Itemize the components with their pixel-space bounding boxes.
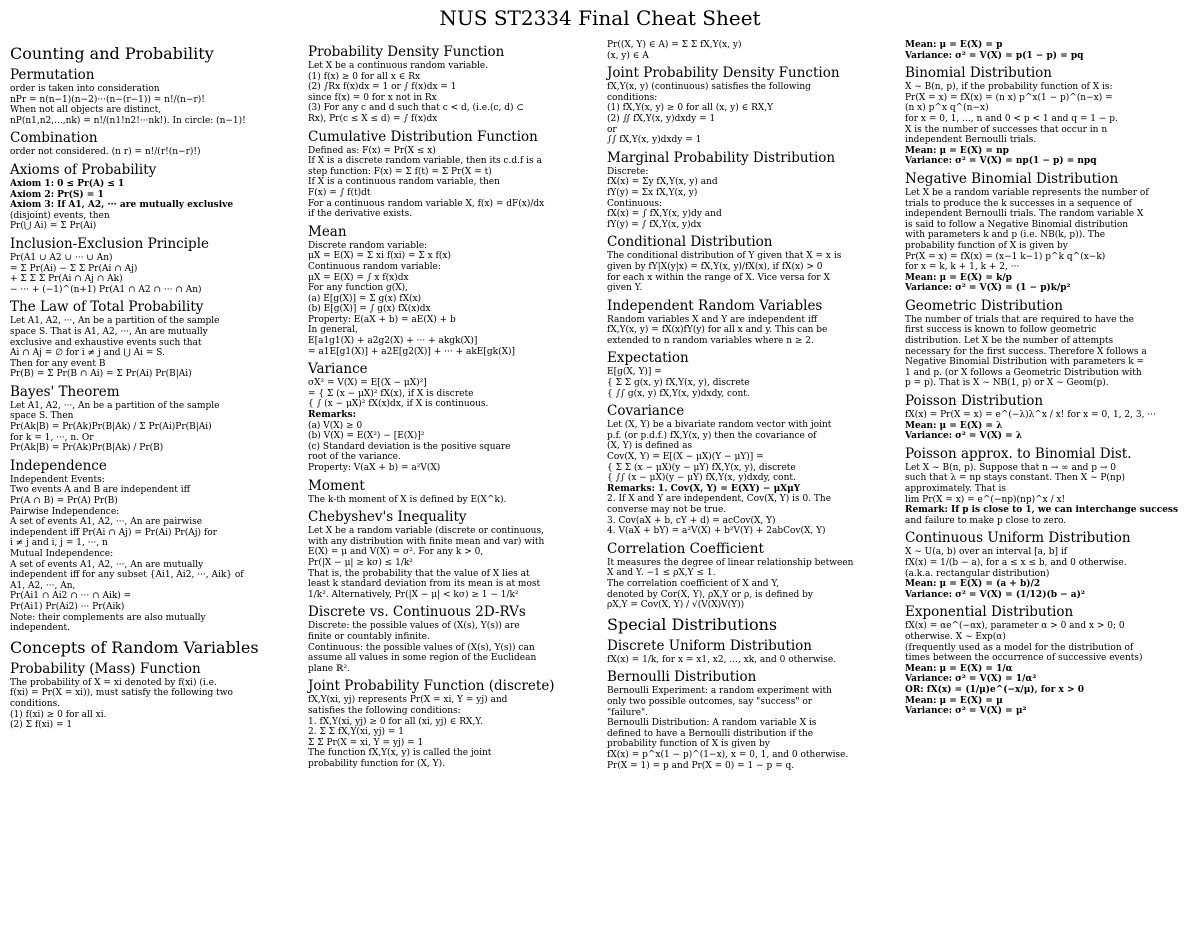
section-conditional-distribution (607, 234, 897, 293)
formula-line: ρX,Y = Cov(X, Y) / √(V(X)V(Y)) (607, 600, 745, 611)
formula-line: (3) For any c and d such that c < d, (i.e.(c, d) ⊂ (308, 103, 524, 114)
formula-line: = Σ Pr(Ai) − Σ Σ Pr(Ai ∩ Aj) (10, 263, 138, 274)
formula-line: trials to produce the k successes in a sequence of (905, 198, 1132, 209)
section-concepts-of-random-variables (10, 638, 300, 657)
section-heading: Probability (Mass) Function (10, 660, 201, 677)
formula-line: Mean: μ = E(X) = (a + b)/2 (905, 579, 1041, 590)
formula-line: Pr(Ai1 ∩ Ai2 ∩ ··· ∩ Aik) = (10, 591, 132, 602)
formula-line: (a) E[g(X)] = Σ g(x) fX(x) (308, 293, 422, 304)
formula-line: { ∫∫ g(x, y) fX,Y(x, y)dxdy, cont. (607, 388, 750, 399)
section-joint-probability-density-function (607, 65, 897, 146)
formula-line: It measures the degree of linear relationship between (607, 557, 854, 568)
formula-line: for x = 0, 1, ..., n and 0 < p < 1 and q = 1 − p. (905, 113, 1118, 124)
section-bernoulli-distribution (607, 669, 897, 771)
formula-line: E(X) = μ and V(X) = σ². For any k > 0, (308, 547, 484, 558)
section-permutation (10, 67, 300, 126)
formula-line: defined to have a Bernoulli distribution if the (607, 728, 814, 739)
formula-line: σX² = V(X) = E[(X − μX)²] (308, 378, 427, 389)
section-heading: Mean (308, 223, 347, 240)
formula-line: F(x) = ∫ f(t)dt (308, 187, 371, 198)
formula-line: Pr(X = x) = fX(x) = (n x) p^x(1 − p)^(n−x) = (905, 92, 1113, 103)
formula-line: given by fY|X(y|x) = fX,Y(x, y)/fX(x), if fX(x) > 0 (607, 261, 823, 272)
formula-line: Variance: σ² = V(X) = (1/12)(b − a)² (905, 589, 1085, 600)
formula-line: If X is a continuous random variable, then (308, 177, 500, 188)
formula-line: Pr(⋃ Ai) = Σ Pr(Ai) (10, 221, 97, 232)
section-heading: Covariance (607, 403, 685, 420)
formula-line: Bernoulli Experiment: a random experiment with (607, 686, 832, 697)
formula-line: Mean: μ = E(X) = λ (905, 420, 1003, 431)
section-covariance (607, 403, 897, 537)
section-heading: Inclusion-Exclusion Principle (10, 235, 210, 252)
formula-line: Discrete: the possible values of (X(s), Y(s)) are (308, 621, 520, 632)
formula-line: X is the number of successes that occur in n (905, 124, 1108, 135)
formula-line: least k standard deviation from its mean is at most (308, 579, 541, 590)
formula-line: Pr(A1 ∪ A2 ∪ ··· ∪ An) (10, 252, 113, 263)
section-heading: Marginal Probability Distribution (607, 149, 836, 166)
formula-line: (x, y) ∈ A (607, 50, 649, 61)
section-heading: Chebyshev's Inequality (308, 509, 467, 526)
formula-line: finite or countably infinite. (308, 631, 430, 642)
formula-line: f(xi) = Pr(X = xi)), must satisfy the following two (10, 688, 233, 699)
section-variance (308, 361, 598, 473)
formula-line: Two events A and B are independent iff (10, 485, 191, 496)
formula-line: (1) f(x) ≥ 0 for all x ∈ Rx (308, 71, 421, 82)
section-exponential-distribution (905, 604, 1195, 716)
formula-line: For a continuous random variable X, f(x) = dF(x)/dx (308, 198, 545, 209)
formula-line: Variance: σ² = V(X) = np(1 − p) = npq (905, 156, 1097, 167)
section-poisson-distribution (905, 393, 1195, 442)
formula-line: Property: E(aX + b) = aE(X) + b (308, 314, 456, 325)
section-heading: Cumulative Distribution Function (308, 128, 538, 145)
formula-line: Mean: μ = E(X) = 1/α (905, 663, 1013, 674)
formula-line: i ≠ j and i, j = 1, ···, n (10, 538, 108, 549)
formula-line: 2. If X and Y are independent, Cov(X, Y) is 0. The (607, 494, 832, 505)
formula-line: 1. fX,Y(xi, yj) ≥ 0 for all (xi, yj) ∈ RX,Y. (308, 716, 483, 727)
section-poisson-approx-to-binomial-dist (905, 446, 1195, 527)
formula-line: Let A1, A2, ···, An be a partition of the sample (10, 316, 220, 327)
formula-line: (X, Y) is defined as (607, 441, 693, 452)
formula-line: Mean: μ = E(X) = p (905, 40, 1003, 50)
formula-line: only two possible outcomes, say "success" or (607, 696, 813, 707)
formula-line: = a1E[g1(X)] + a2E[g2(X)] + ··· + akE[gk(X)] (308, 346, 516, 357)
formula-line: (disjoint) events, then (10, 210, 110, 221)
formula-line: Pr(B) = Σ Pr(B ∩ Ai) = Σ Pr(Ai) Pr(B|Ai) (10, 369, 192, 380)
formula-line: with parameters k and p (i.e. NB(k, p)). The (905, 230, 1106, 241)
formula-line: Pr(Ak|B) = Pr(Ak)Pr(B|Ak) / Pr(B) (10, 443, 164, 454)
formula-line: The probability of X = xi denoted by f(xi) (i.e. (10, 677, 217, 688)
section-heading: Special Distributions (607, 614, 778, 634)
formula-line: Pr(Ak|B) = Pr(Ak)Pr(B|Ak) / Σ Pr(Ai)Pr(B|Ai) (10, 422, 212, 433)
formula-line: + Σ Σ Σ Pr(Ai ∩ Aj ∩ Ak) (10, 274, 123, 285)
formula-line: Let X ∼ B(n, p). Suppose that n → ∞ and p → 0 (905, 462, 1117, 473)
formula-line: Discrete random variable: (308, 240, 428, 251)
section-the-law-of-total-probability (10, 299, 300, 380)
section-heading: Bayes' Theorem (10, 383, 120, 400)
formula-line: Remark: If p is close to 1, we can interchange success (905, 505, 1179, 516)
formula-line: μX = E(X) = ∫ x f(x)dx (308, 272, 409, 283)
formula-line: Mean: μ = E(X) = np (905, 145, 1009, 156)
formula-line: Pr(|X − μ| ≥ kσ) ≤ 1/k² (308, 557, 413, 568)
section-geometric-distribution (905, 298, 1195, 389)
formula-line: Let A1, A2, ···, An be a partition of the sample (10, 400, 220, 411)
formula-line: lim Pr(X = x) = e^(−np)(np)^x / x! (905, 494, 1066, 505)
section-inclusion-exclusion-principle (10, 236, 300, 295)
formula-line: Ai ∩ Aj = ∅ for i ≠ j and ⋃ Ai = S. (10, 348, 165, 359)
formula-line: Variance: σ² = V(X) = (1 − p)k/p² (905, 283, 1071, 294)
formula-line: Remarks: 1. Cov(X, Y) = E(XY) − μXμY (607, 483, 801, 494)
formula-line: X ∼ B(n, p), if the probability function of X is: (905, 82, 1113, 93)
section-heading: Axioms of Probability (10, 161, 157, 178)
formula-line: p.f. (or p.d.f.) fX,Y(x, y) then the covariance of (607, 430, 817, 441)
section-heading: Continuous Uniform Distribution (905, 530, 1131, 547)
section-binomial-distribution (905, 65, 1195, 167)
formula-line: If X is a discrete random variable, then its c.d.f is a (308, 156, 542, 167)
formula-line: 1/k². Alternatively, Pr(|X − μ| < kσ) ≥ 1 − 1/k² (308, 589, 519, 600)
section-heading: Combination (10, 130, 98, 147)
column-3 (607, 40, 897, 771)
formula-line: (a.k.a. rectangular distribution) (905, 568, 1050, 579)
formula-line: Pr(X = 1) = p and Pr(X = 0) = 1 − p = q. (607, 760, 795, 771)
formula-line: Defined as: F(x) = Pr(X ≤ x) (308, 145, 436, 156)
formula-line: fX(x) = 1/(b − a), for a ≤ x ≤ b, and 0 otherwise. (905, 557, 1127, 568)
formula-line: with any distribution with finite mean and var) with (308, 536, 545, 547)
formula-line: Continuous: the possible values of (X(s), Y(s)) can (308, 642, 535, 653)
section-heading: Poisson approx. to Binomial Dist. (905, 445, 1132, 462)
formula-line: extended to n random variables where n ≥ 2. (607, 335, 814, 346)
formula-line: (b) V(X) = E(X²) − [E(X)]² (308, 431, 425, 442)
formula-line: (1) f(xi) ≥ 0 for all xi. (10, 709, 107, 720)
formula-line: Discrete: (607, 166, 649, 177)
formula-line: step function: F(x) = Σ f(t) = Σ Pr(X = t) (308, 166, 492, 177)
formula-line: OR: fX(x) = (1/μ)e^(−x/μ), for x > 0 (905, 684, 1084, 695)
formula-line: The k-th moment of X is defined by E(X^k). (308, 494, 507, 505)
formula-line: converse may not be true. (607, 505, 727, 515)
column-1 (10, 40, 300, 731)
section-probability-density-function (308, 44, 598, 125)
formula-line: space S. That is A1, A2, ···, An are mutually (10, 326, 208, 337)
column-4 (905, 40, 1195, 717)
formula-line: 1 and p. (or X follows a Geometric Distribution with (905, 367, 1142, 378)
formula-line: Let (X, Y) be a bivariate random vector with joint (607, 420, 832, 431)
formula-line: The function fX,Y(x, y) is called the joint (308, 748, 492, 759)
section-correlation-coefficient (607, 541, 897, 611)
formula-line: fX,Y(x, y) = fX(x)fY(y) for all x and y. This can be (607, 325, 828, 336)
formula-line: independent. (10, 623, 71, 634)
formula-line: and failure to make p close to zero. (905, 515, 1067, 526)
formula-line: Let X be a random variable represents the number of (905, 187, 1149, 198)
section-marginal-probability-distribution (607, 150, 897, 231)
formula-line: For any function g(X), (308, 283, 409, 294)
section-heading: Poisson Distribution (905, 393, 1044, 410)
formula-line: Note: their complements are also mutually (10, 612, 206, 623)
formula-line: fX,Y(x, y) (continuous) satisfies the following (607, 82, 811, 93)
section-heading: Geometric Distribution (905, 297, 1063, 314)
section-heading: Joint Probability Density Function (607, 65, 840, 82)
section-independence (10, 458, 300, 634)
column-2 (308, 40, 598, 769)
formula-line: Σ Σ Pr(X = xi, Y = yj) = 1 (308, 737, 424, 748)
section-heading: Negative Binomial Distribution (905, 170, 1119, 187)
formula-line: { ∫∫ (x − μX)(y − μY) fX,Y(x, y)dxdy, cont. (607, 473, 796, 484)
formula-line: fX(x) = 1/k, for x = x1, x2, ..., xk, and 0 otherwise. (607, 654, 837, 665)
page-title: NUS ST2334 Final Cheat Sheet (439, 6, 761, 30)
formula-line: (2) ∬ fX,Y(x, y)dxdy = 1 (607, 113, 716, 124)
section-expectation (607, 350, 897, 399)
formula-line: 2. Σ Σ fX,Y(xi, yj) = 1 (308, 727, 404, 738)
formula-line: conditions: (607, 92, 658, 103)
formula-line: Let X be a continuous random variable. (308, 61, 489, 71)
formula-line: X ∼ U(a, b) over an interval [a, b] if (905, 547, 1068, 558)
section-heading: Discrete vs. Continuous 2D-RVs (308, 604, 526, 621)
section-heading: Joint Probability Function (discrete) (308, 678, 555, 695)
section-heading: Discrete Uniform Distribution (607, 637, 813, 654)
formula-line: Bernoulli Distribution: A random variable X is (607, 718, 817, 729)
formula-line: Continuous: (607, 198, 663, 209)
formula-line: independent iff Pr(Ai ∩ Aj) = Pr(Ai) Pr(Aj) for (10, 527, 217, 538)
formula-line: E[a1g1(X) + a2g2(X) + ··· + akgk(X)] (308, 336, 478, 347)
section-continuous-uniform-distribution (905, 530, 1195, 600)
section-axioms-of-probability (10, 162, 300, 232)
formula-line: fX(x) = Pr(X = x) = e^(−λ)λ^x / x! for x = 0, 1, 2, 3, ··· (905, 410, 1156, 421)
formula-line: independent Bernoulli trials. (905, 135, 1037, 146)
formula-line: (c) Standard deviation is the positive square (308, 441, 511, 452)
section-combination (10, 130, 300, 158)
formula-line: Then for any event B (10, 358, 106, 369)
section-discrete-uniform-distribution (607, 638, 897, 666)
section-heading: The Law of Total Probability (10, 299, 204, 316)
section-continued-3 (607, 40, 897, 61)
formula-line: When not all objects are distinct, (10, 105, 162, 116)
section-probability-mass-function (10, 661, 300, 731)
formula-line: ∫∫ fX,Y(x, y)dxdy = 1 (607, 135, 702, 146)
formula-line: denoted by Cor(X, Y), ρX,Y or ρ, is defined by (607, 589, 813, 600)
formula-line: A set of events A1, A2, ···, An are mutually (10, 559, 204, 570)
formula-line: approximately. That is (905, 484, 1007, 494)
formula-line: since f(x) = 0 for x not in Rx (308, 92, 437, 103)
formula-line: independent iff for any subset {Ai1, Ai2, ···, Aik} of (10, 570, 244, 581)
formula-line: "failure". (607, 707, 649, 718)
formula-line: = { Σ (x − μX)² fX(x), if X is discrete (308, 388, 474, 399)
section-mean (308, 224, 598, 358)
section-bayes-theorem (10, 384, 300, 454)
section-heading: Correlation Coefficient (607, 540, 764, 557)
formula-line: Cov(X, Y) = E[(X − μX)(Y − μY)] = (607, 452, 764, 463)
formula-line: Pairwise Independence: (10, 506, 120, 517)
formula-line: conditions. (10, 698, 61, 709)
formula-line: nP(n1,n2,...,nk) = n!/(n1!n2!···nk!). In circle: (n−1)! (10, 115, 246, 126)
formula-line: times between the occurrence of successive events) (905, 653, 1143, 664)
formula-line: Pr(Ai1) Pr(Ai2) ··· Pr(Aik) (10, 601, 125, 612)
formula-line: A1, A2, ···, An, (10, 580, 76, 591)
formula-line: Continuous random variable: (308, 261, 441, 272)
section-heading: Exponential Distribution (905, 604, 1074, 621)
section-heading: Permutation (10, 67, 95, 83)
formula-line: probability function of X is given by (905, 240, 1068, 251)
formula-line: { ∫ (x − μX)² fX(x)dx, if X is continuous. (308, 399, 489, 410)
section-heading: Moment (308, 477, 365, 494)
formula-line: Variance: σ² = V(X) = λ (905, 431, 1023, 442)
formula-line: nPr = n(n−1)(n−2)···(n−(r−1)) = n!/(n−r)! (10, 94, 205, 105)
section-chebyshev-s-inequality (308, 509, 598, 600)
section-counting-and-probability (10, 44, 300, 63)
formula-line: (2) Σ f(xi) = 1 (10, 720, 73, 731)
section-heading: Independent Random Variables (607, 297, 823, 314)
formula-line: space S. Then (10, 411, 74, 422)
formula-line: { Σ Σ g(x, y) fX,Y(x, y), discrete (607, 378, 750, 389)
formula-line: Pr(A ∩ B) = Pr(A) Pr(B) (10, 496, 118, 507)
formula-line: Axiom 1: 0 ≤ Pr(A) ≤ 1 (10, 178, 125, 189)
formula-line: fX(x) = p^x(1 − p)^(1−x), x = 0, 1, and 0 otherwise. (607, 749, 849, 760)
formula-line: exclusive and exhaustive events such that (10, 337, 202, 348)
section-negative-binomial-distribution (905, 171, 1195, 294)
formula-line: necessary for the first success. Therefore X follows a (905, 346, 1147, 357)
formula-line: Property: V(aX + b) = a²V(X) (308, 463, 441, 473)
section-independent-random-variables (607, 298, 897, 347)
formula-line: A set of events A1, A2, ···, An are pairwise (10, 517, 203, 528)
section-heading: Expectation (607, 350, 689, 367)
formula-line: 3. Cov(aX + b, cY + d) = acCov(X, Y) (607, 515, 776, 526)
formula-line: fX,Y(xi, yj) represents Pr(X = xi, Y = yj) and (308, 695, 508, 706)
formula-line: probability function for (X, Y). (308, 758, 445, 769)
formula-line: (n x) p^x q^(n−x) (905, 103, 989, 114)
formula-line: such that λ = np stays constant. Then X ∼ P(np) (905, 473, 1125, 484)
formula-line: (b) E[g(X)] = ∫ g(x) fX(x)dx (308, 304, 431, 315)
formula-line: for each x within the range of X. Vice versa for X (607, 272, 830, 283)
formula-line: given Y. (607, 283, 643, 294)
section-heading: Probability Density Function (308, 44, 505, 60)
formula-line: Remarks: (308, 410, 356, 421)
formula-line: Pr((X, Y) ∈ A) = Σ Σ fX,Y(x, y) (607, 40, 742, 50)
formula-line: fX(x) = αe^(−αx), parameter α > 0 and x > 0; 0 (905, 621, 1125, 632)
formula-line: Pr(X = x) = fX(x) = (x−1 k−1) p^k q^(x−k) (905, 251, 1106, 262)
formula-line: for k = 1, ···, n. Or (10, 432, 94, 443)
formula-line: That is, the probability that the value of X lies at (308, 568, 530, 579)
formula-line: { Σ Σ (x − μX)(y − μY) fX,Y(x, y), discrete (607, 462, 796, 473)
formula-line: Rx), Pr(c ≤ X ≤ d) = ∫ f(x)dx (308, 113, 438, 124)
formula-line: (1) fX,Y(x, y) ≥ 0 for all (x, y) ∈ RX,Y (607, 103, 774, 114)
formula-line: Let X be a random variable (discrete or continuous, (308, 526, 544, 537)
formula-line: Mean: μ = E(X) = k/p (905, 272, 1012, 283)
formula-line: μX = E(X) = Σ xi f(xi) = Σ x f(x) (308, 251, 451, 262)
section-moment (308, 478, 598, 506)
formula-line: In general, (308, 325, 358, 336)
formula-line: Mutual Independence: (10, 549, 114, 559)
formula-line: (frequently used as a model for the distribution of (905, 642, 1134, 653)
formula-line: otherwise. X ∼ Exp(α) (905, 631, 1006, 642)
formula-line: first success is known to follow geometric (905, 325, 1097, 336)
formula-line: Axiom 3: If A1, A2, ··· are mutually exclusive (10, 200, 234, 211)
formula-line: fY(y) = ∫ fX,Y(x, y)dx (607, 219, 702, 230)
formula-line: The correlation coefficient of X and Y, (607, 578, 780, 589)
formula-line: Variance: σ² = V(X) = p(1 − p) = pq (905, 50, 1084, 61)
formula-line: (2) ∫Rx f(x)dx = 1 or ∫ f(x)dx = 1 (308, 82, 457, 93)
formula-line: order is taken into consideration (10, 84, 160, 94)
formula-line: fX(x) = Σy fX,Y(x, y) and (607, 177, 718, 188)
formula-line: p = p). That is X ∼ NB(1, p) or X ∼ Geom(p). (905, 378, 1109, 389)
section-heading: Bernoulli Distribution (607, 669, 757, 686)
formula-line: root of the variance. (308, 452, 401, 463)
section-joint-probability-function-discrete (308, 678, 598, 769)
formula-line: or (607, 124, 617, 135)
formula-line: − ··· + (−1)^(n+1) Pr(A1 ∩ A2 ∩ ··· ∩ An) (10, 284, 202, 295)
formula-line: Variance: σ² = V(X) = μ² (905, 706, 1027, 717)
formula-line: Mean: μ = E(X) = μ (905, 695, 1003, 706)
formula-line: independent Bernoulli trials. The random variable X (905, 209, 1144, 220)
section-heading: Counting and Probability (10, 44, 214, 63)
section-heading: Variance (308, 361, 368, 378)
section-continued-4 (905, 40, 1195, 61)
section-discrete-vs-continuous-2d-rvs (308, 604, 598, 674)
formula-line: probability function of X is given by (607, 739, 770, 750)
section-heading: Independence (10, 457, 107, 474)
formula-line: is said to follow a Negative Binomial distribution (905, 219, 1129, 230)
formula-line: The number of trials that are required to have the (905, 314, 1134, 325)
formula-line: X and Y. −1 ≤ ρX,Y ≤ 1. (607, 568, 716, 579)
section-heading: Binomial Distribution (905, 65, 1053, 82)
section-cumulative-distribution-function (308, 129, 598, 220)
formula-line: fY(y) = Σx fX,Y(x, y) (607, 187, 698, 198)
section-heading: Concepts of Random Variables (10, 637, 259, 657)
formula-line: Negative Binomial Distribution with parameters k = (905, 357, 1145, 368)
formula-line: assume all values in some region of the Euclidean (308, 653, 537, 664)
formula-line: E[g(X, Y)] = (607, 367, 662, 378)
formula-line: if the derivative exists. (308, 209, 413, 220)
formula-line: Variance: σ² = V(X) = 1/α² (905, 674, 1037, 685)
formula-line: order not considered. (n r) = n!/(r!(n−r)!) (10, 147, 201, 158)
formula-line: (a) V(X) ≥ 0 (308, 420, 363, 431)
section-special-distributions (607, 615, 897, 634)
formula-line: plane ℝ². (308, 663, 350, 674)
formula-line: fX(x) = ∫ fX,Y(x, y)dy and (607, 209, 722, 220)
formula-line: Axiom 2: Pr(S) = 1 (10, 189, 104, 200)
section-heading: Conditional Distribution (607, 234, 773, 251)
formula-line: Independent Events: (10, 474, 105, 485)
formula-line: The conditional distribution of Y given that X = x is (607, 251, 842, 262)
formula-line: satisfies the following conditions: (308, 705, 461, 716)
formula-line: Random variables X and Y are independent iff (607, 314, 818, 325)
formula-line: for x = k, k + 1, k + 2, ··· (905, 262, 1020, 273)
formula-line: distribution. Let X be the number of attempts (905, 336, 1114, 347)
formula-line: 4. V(aX + bY) = a²V(X) + b²V(Y) + 2abCov(X, Y) (607, 526, 826, 537)
